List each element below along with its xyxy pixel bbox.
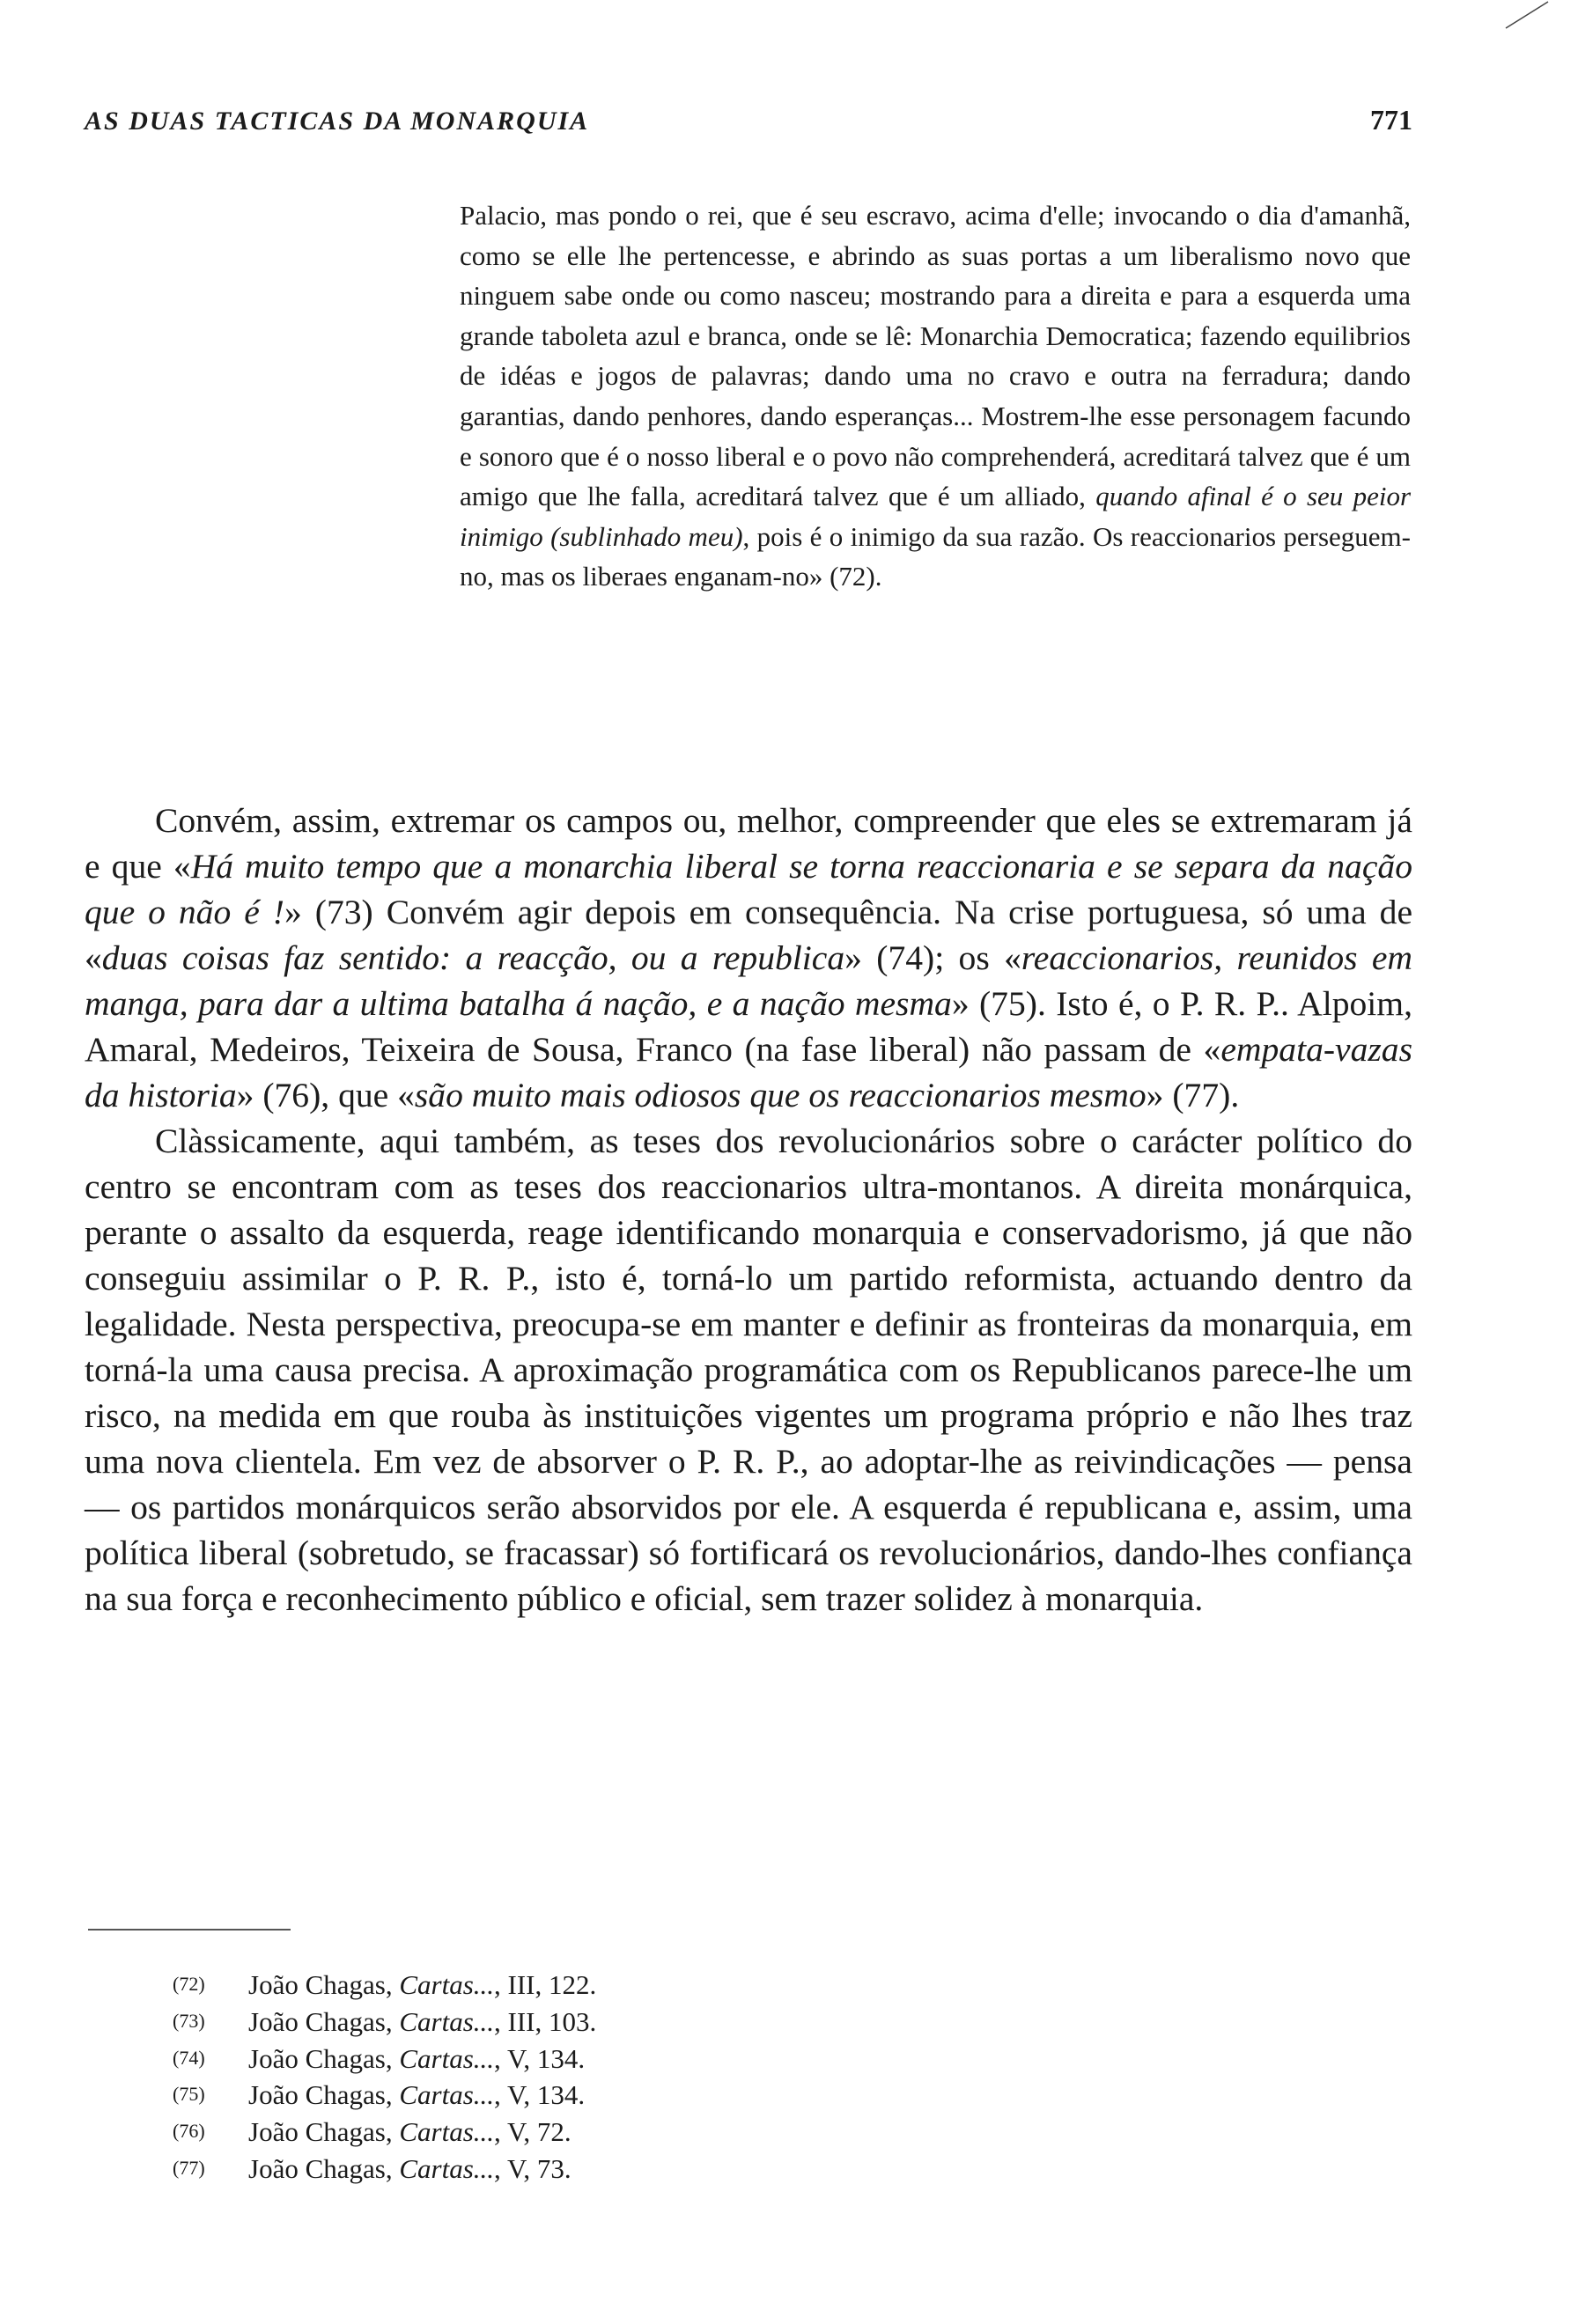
pencil-mark-icon [1499,0,1552,32]
italic-quote: reaccionarios, reunidos em manga, para dar a ultima batalha á nação, e a nação mesma [85,938,1412,1023]
footnote-title: Cartas... [399,1969,495,2000]
footnote-number: (73) [173,2009,205,2032]
text-run: Convém agir depois em consequência. Na crise portuguesa, só uma de « [85,893,1413,977]
footnote-author: João Chagas, [248,2042,400,2074]
footnote-separator [88,1929,291,1931]
italic-quote: duas coisas faz sentido: a reacção, ou a republica [101,938,845,977]
text-run: » [951,984,979,1023]
text-run: Convém, assim, extremar os campos ou, melhor, compreender que eles se extremaram já e que « [85,801,1412,886]
text-run: » [284,893,315,931]
paragraph [85,798,1412,1118]
footnote-number: (75) [173,2083,205,2106]
footnote-ref: (75) [979,984,1037,1023]
footnote-ref: (76) [262,1076,321,1114]
footnote-author: João Chagas, [248,2005,400,2037]
block-quote [460,195,1411,597]
footnote-ref-text: , III, 103. [494,2005,597,2037]
footnote-ref: (72) [830,561,875,592]
footnote-number: (72) [173,1973,205,1995]
page-number: 771 [1370,104,1412,136]
italic-quote: são muito mais odiosos que os reaccionarios mesmo [414,1076,1147,1114]
footnote-title: Cartas... [399,2005,495,2037]
text-run: » [844,938,877,977]
footnote-title: Cartas... [399,2079,495,2111]
text-run: , que « [321,1076,415,1114]
text-run: . [1230,1076,1240,1114]
footnote-ref-text: , V, 73. [494,2152,571,2184]
footnote-title: Cartas... [399,2116,495,2148]
italic-quote: Há muito tempo que a monarchia liberal se torna reaccionaria e se separa da nação que o não é ! [85,847,1412,931]
footnote-title: Cartas... [399,2152,495,2184]
footnotes [173,1967,965,2188]
footnote-ref-text: , III, 122. [494,1969,597,2000]
footnote [173,2041,965,2078]
footnote-author: João Chagas, [248,2152,400,2184]
footnote [173,2114,965,2151]
footnote-number: (74) [173,2046,205,2069]
footnote-ref-text: , V, 134. [494,2042,586,2074]
footnote-ref: (73) [314,893,373,931]
body-text [85,798,1412,1622]
footnote [173,1967,965,2004]
page-header [85,104,1412,136]
text-run: . Isto é, o P. R. P.. Alpoim, Amaral, Medeiros, Teixeira de Sousa, Franco (na fase liberal) não passam de « [85,984,1412,1069]
footnote-number: (76) [173,2120,205,2143]
paragraph: Clàssicamente, aqui também, as teses dos revolucionários sobre o carácter político do centro se encontram com as teses dos reaccionarios ultra-montanos. A direita monárquica, perante o assalto da esquerda, reage identificando monarquia e conservadorismo, já que não conseguiu assimilar o P. R. P., isto é, torná-lo um partido reformista, actuando dentro da legalidade. Nesta perspectiva, preocupa-se em manter e definir as fronteiras da monarquia, em torná-la uma causa precisa. A aproximação programática com os Republicanos parece-lhe um risco, na medida em que rouba às instituições vigentes um programa próprio e não lhes traz uma nova clientela. Em vez de absorver o P. R. P., ao adoptar-lhe as reivindicações — pensa — os partidos monárquicos serão absorvidos por ele. A esquerda é republicana e, assim, uma política liberal (sobretudo, se fracassar) só fortificará os revolucionários, dando-lhes confiança na sua força e reconhecimento público e oficial, sem trazer solidez à monarquia. [85,1122,1412,1618]
footnote-title: Cartas... [399,2042,495,2074]
footnote-ref-text: , V, 72. [494,2116,571,2148]
footnote [173,2004,965,2041]
quote-final: . [874,561,882,592]
text-run: ; os « [934,938,1021,977]
footnote-ref-text: , V, 134. [494,2079,586,2111]
footnote-ref: (74) [876,938,935,977]
footnote-author: João Chagas, [248,2116,400,2148]
text-run: » [236,1076,263,1114]
footnote-number: (77) [173,2156,205,2179]
footnote-author: João Chagas, [248,2079,400,2111]
quote-text: Palacio, mas pondo o rei, que é seu escravo, acima d'elle; invocando o dia d'amanhã, como se elle lhe pertencesse, e abrindo as suas portas a um liberalismo novo que ninguem sabe onde ou como nasceu; mostrando para a direita e para a esquerda uma grande taboleta azul e branca, onde se lê: Monarchia Democratica; fazendo equilibrios de idéas e jogos de palavras; dando uma no cravo e outra na ferradura; dando garantias, dando penhores, dando esperanças... Mostrem-lhe esse personagem facundo e sonoro que é o nosso liberal e o povo não comprehenderá, acreditará talvez que é um amigo que lhe falla, acreditará talvez que é um alliado, [460,200,1411,512]
footnote-author: João Chagas, [248,1969,400,2000]
quote-italic-text: quando afinal é o seu peior inimigo (sublinhado meu) [460,481,1412,552]
quote-text-end: , pois é o inimigo da sua razão. Os reaccionarios perseguem-no, mas os liberaes enganam-no» [460,520,1411,592]
running-head: AS DUAS TACTICAS DA MONARQUIA [85,107,590,136]
footnote [173,2077,965,2114]
text-run: » [1146,1076,1173,1114]
footnote-ref: (77) [1172,1076,1231,1114]
footnote [173,2151,965,2188]
italic-quote: empata-vazas da historia [85,1030,1412,1114]
